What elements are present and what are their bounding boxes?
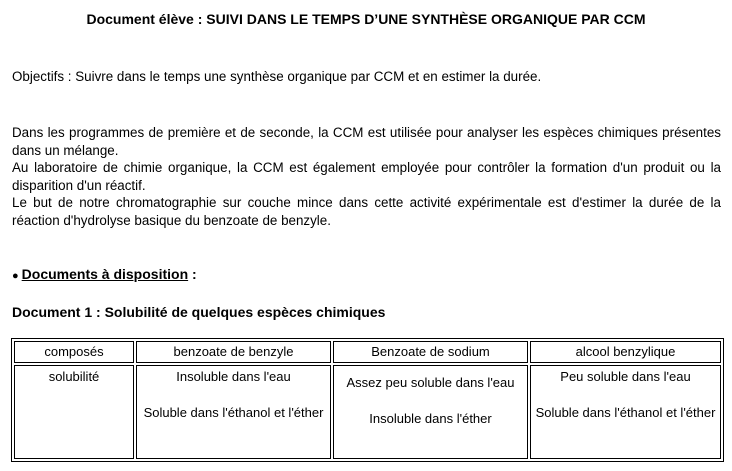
intro-line-2: Au laboratoire de chimie organique, la CCM est également employée pour contrôler la formation d'un produit ou la disparition d'un réactif. [12,160,721,193]
cell-line: Soluble dans l'éthanol et l'éther [143,405,324,420]
cell-line: Insoluble dans l'eau [176,369,291,384]
intro-line-1: Dans les programmes de première et de seconde, la CCM est utilisée pour analyser les espèces chimiques présentes dans un mélange. [12,125,721,158]
cell-line: Insoluble dans l'éther [369,411,492,426]
documents-section-heading [12,266,197,282]
cell-line: Assez peu soluble dans l'eau [346,375,515,390]
table-cell [136,365,331,459]
row-label-cell: solubilité [14,365,134,459]
section-label: Documents à disposition [21,266,189,282]
document-title: Document élève : SUIVI DANS LE TEMPS D’UNE SYNTHÈSE ORGANIQUE PAR CCM [86,11,646,27]
table-header-row [14,341,721,363]
cell-line: Peu soluble dans l'eau [560,369,691,384]
intro-line-3: Le but de notre chromatographie sur couche mince dans cette activité expérimentale est d'estimer la durée de la réaction d'hydrolyse basique du benzoate de benzyle. [12,195,721,228]
intro-paragraph [12,124,721,229]
objectives-text: Objectifs : Suivre dans le temps une synthèse organique par CCM et en estimer la durée. [12,69,542,84]
header-cell: Benzoate de sodium [333,341,528,363]
header-cell: composés [14,341,134,363]
cell-line: Soluble dans l'éthanol et l'éther [535,405,716,420]
section-suffix: : [188,266,197,282]
header-cell: benzoate de benzyle [136,341,331,363]
solubility-table [11,338,724,462]
document1-title: Document 1 : Solubilité de quelques espèces chimiques [12,304,386,320]
table-cell [530,365,721,459]
table-row [14,365,721,459]
bullet-icon: ● [12,270,19,282]
header-cell: alcool benzylique [530,341,721,363]
table-cell [333,365,528,459]
